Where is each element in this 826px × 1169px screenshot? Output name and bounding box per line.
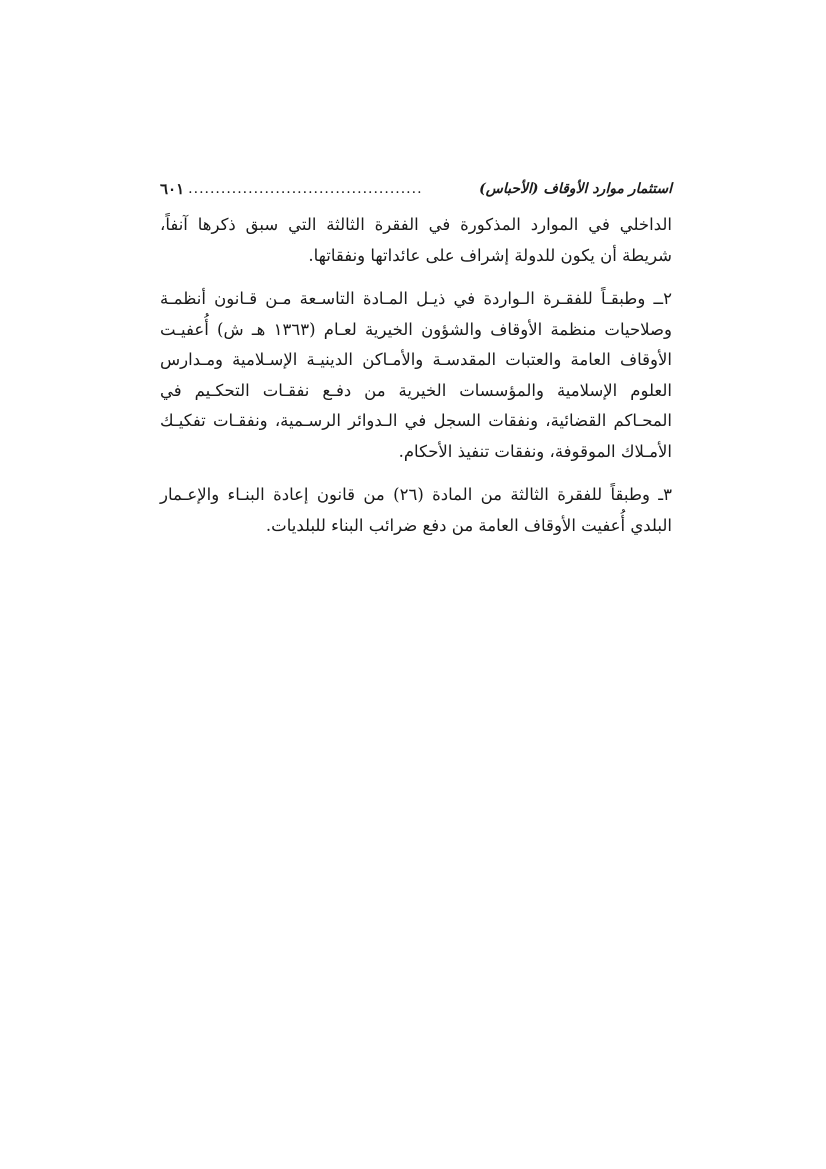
paragraph-item-2: ٢ــ وطبقـاً للفقـرة الـواردة في ذيـل المـادة التاسـعة مـن قـانون أنظمـة وصلاحيات منظمة الأوقاف والشؤون الخيرية لعـام (١٣٦٣ هـ ش) أُعفيـت الأوقاف العامة والعتبات المقدسـة والأمـاكن الدينيـة الإسـلامية ومـدارس العلوم الإسلامية والمؤسسات الخيرية من دفـع نفقـات التحكـيم في المحـاكم القضائية، ونفقات السجل في الـدوائر الرسـمية، ونفقـات تفكيـك الأمـلاك الموقوفة، ونفقات تنفيذ الأحكام. [160, 289, 672, 461]
page-body [160, 210, 672, 554]
page-number: ٦٠١ [160, 180, 185, 198]
header-leader-dots: ........................................... [188, 181, 423, 197]
paragraph-continuation: الداخلي في الموارد المذكورة في الفقرة الثالثة التي سبق ذكرها آنفاً، شريطة أن يكون للدولة إشراف على عائداتها ونفقاتها. [160, 215, 672, 265]
paragraph-item-3: ٣ـ وطبقاً للفقرة الثالثة من المادة (٢٦) من قانون إعادة البنـاء والإعـمار البلدي أُعفيت الأوقاف العامة من دفع ضرائب البناء للبلديات. [160, 485, 673, 535]
running-header [160, 176, 672, 202]
header-title: استثمار موارد الأوقاف (الأحباس) [479, 181, 672, 197]
